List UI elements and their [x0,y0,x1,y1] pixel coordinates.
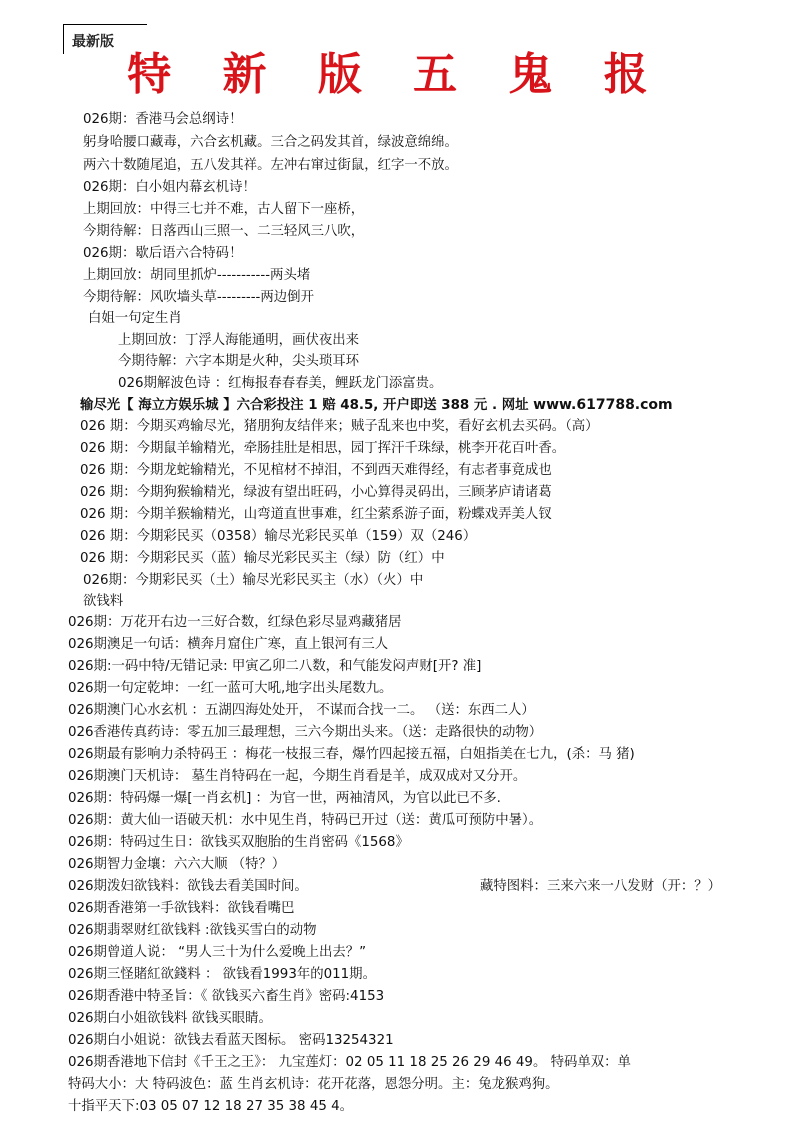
latest-edition-badge: 最新版 [63,24,147,54]
text-line: 026 期：今期羊猴输精光，山弯道直世事难，红尘萦系游子面，粉蝶戏弄美人钗 [80,507,552,522]
text-line: 026期：歇后语六合特码！ [83,246,243,261]
text-line: 026期智力金壤：六六大顺 （特？） [68,857,286,872]
text-line: 今期待解：风吹墙头草---------两边倒开 [83,290,314,305]
text-line: 026期最有影响力杀特码王 ：梅花一枝报三春，爆竹四起接五福，白姐指美在七九，(杀：马 猪) [68,747,635,762]
text-line: 026期香港地下信封《千王之王》： 九宝莲灯：02 05 11 18 25 26 29 46 49。 特码单双：单 [68,1055,631,1070]
text-line: 026期曾道人说： “男人三十为什么爱晚上出去？” [68,945,367,960]
text-line: 藏特图料：三来六来一八发财（开：？） [480,879,722,894]
text-line: 026 期：今期彩民买（蓝）输尽光彩民买主（绿）防（红）中 [80,551,445,566]
text-line: 026期香港第一手欲钱料：欲钱看嘴巴 [68,901,295,916]
text-line: 今期待解：六字本期是火种，尖头琐耳环 [118,354,360,369]
text-line: 十指平天下:03 05 07 12 18 27 35 38 45 4。 [68,1099,354,1114]
text-line: 026期白小姐欲钱料 欲钱买眼睛。 [68,1011,272,1026]
text-line: 026期泼妇欲钱料：欲钱去看美国时间。 [68,879,308,894]
text-line: 特码大小：大 特码波色：蓝 生肖玄机诗：花开花落，恩怨分明。主：兔龙猴鸡狗。 [68,1077,559,1092]
text-line: 上期回放：中得三七并不难，古人留下一座桥， [83,202,365,217]
page-title: 特 新 版 五 鬼 报 [127,49,666,100]
text-line: 026期白小姐说：欲钱去看蓝天图标。 密码13254321 [68,1033,394,1048]
text-line: 欲钱料 [83,594,124,609]
ad-prefix: 输尽光 [80,398,121,413]
text-line: 026期：香港马会总纲诗！ [83,112,243,127]
text-line: 026期：黄大仙一语破天机：水中见生肖，特码已开过（送：黄瓜可预防中暑）。 [68,813,543,828]
text-line: 026期三怪賭紅欲錢料 ： 欲钱看1993年的011期。 [68,967,376,982]
text-line: 躬身哈腰口藏毒，六合玄机藏。三合之码发其首，绿波意绵绵。 [83,135,458,150]
text-line: 026期澳足一句话：横奔月窟住广寒，直上银河有三人 [68,637,389,652]
text-line: 今期待解：日落西山三照一、二三轻风三八吹， [83,224,365,239]
text-line: 上期回放：胡同里抓炉-----------两头堵 [83,268,311,283]
text-line: 两六十数随尾追，五八发其祥。左冲右窜过街鼠，红字一不放。 [83,158,458,173]
text-line: 026 期：今期龙蛇输精光，不见棺材不掉泪，不到西天难得经，有志者事竟成也 [80,463,552,478]
text-line: 026期香港中特圣旨：《 欲钱买六畜生肖》密码:4153 [68,989,385,1004]
text-line: 026期：特码爆一爆[一肖玄机] ：为官一世，两袖清风，为官以此已不多. [68,791,501,806]
text-line: 026期一句定乾坤：一红一蓝可大吼,地字出头尾数九。 [68,681,393,696]
text-line: 026期：万花开右边一三好合数，红绿色彩尽显鸡藏猪居 [68,615,402,630]
text-line: 白姐一句定生肖 [88,311,182,326]
text-line: 026 期：今期鼠羊输精光，牵肠挂肚是相思，园丁挥汗千珠绿，桃李开花百叶香。 [80,441,566,456]
ad-line [80,395,673,416]
ad-body: 【 海立方娱乐城 】六合彩投注 1 赔 48.5, 开户即送 388 元 . 网址 [120,398,534,413]
text-line: 上期回放：丁浮人海能通明，画伏夜出来 [118,333,360,348]
text-line: 026期：白小姐内幕玄机诗！ [83,180,256,195]
text-line: 026 期：今期狗猴输精光，绿波有望出旺码，小心算得灵码出，三顾茅庐请诸葛 [80,485,552,500]
text-line: 026期：特码过生日：欲钱买双胞胎的生肖密码《1568》 [68,835,409,850]
text-line: 026期澳门心水玄机 ：五湖四海处处开， 不谋而合找一二。 （送：东西二人） [68,703,535,718]
text-line: 026期:一码中特/无错记录: 甲寅乙卯二八数，和气能发闷声财[开? 准] [68,659,482,674]
text-line: 026期翡翠财红欲钱料 :欲钱买雪白的动物 [68,923,317,938]
text-line: 026期澳门天机诗： 墓生肖特码在一起，今期生肖看是羊，成双成对又分开。 [68,769,527,784]
text-line: 026 期：今期彩民买（0358）输尽光彩民买单（159）双（246） [80,529,477,544]
ad-url-link[interactable]: www.617788.com [533,397,673,413]
text-line: 026期：今期彩民买（土）输尽光彩民买主（水）（火）中 [83,573,424,588]
text-line: 026香港传真药诗：零五加三最理想，三六今期出头来。（送：走路很快的动物） [68,725,543,740]
text-line: 026期解波色诗 ：红梅报春春春美，鲤跃龙门添富贵。 [118,376,443,391]
text-line: 026 期：今期买鸡输尽光，猪朋狗友结伴来；贼子乱来也中奖，看好玄机去买码。（高） [80,419,599,434]
